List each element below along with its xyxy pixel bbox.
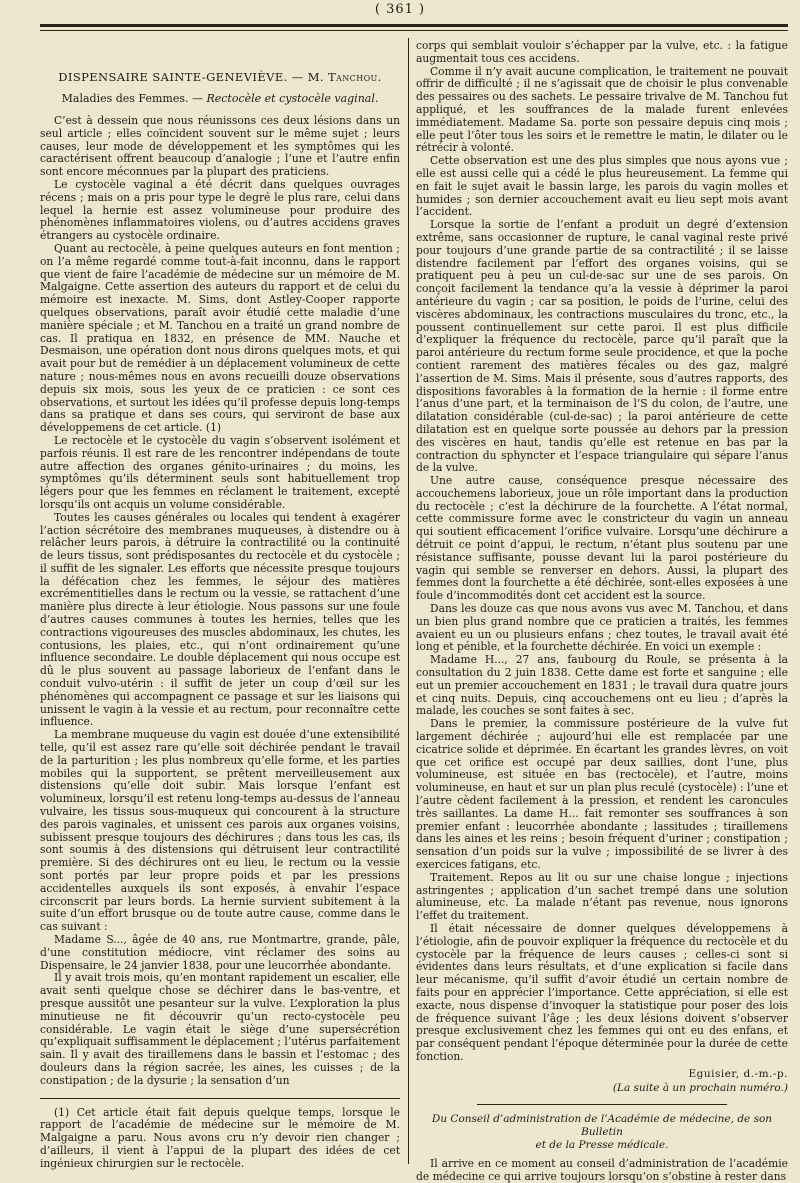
paragraph: Le cystocèle vaginal a été décrit dans quelques ouvrages récens ; mais on a pris pour type le degré le plus rare, celui dans lequel la hernie est assez volumineuse pour produire des phénomènes inflammatoires violens, ou d’autres accidens graves étrangers au cystocèle ordinaire. bbox=[40, 177, 400, 243]
left-column bbox=[40, 40, 400, 1170]
paragraph: Madame H..., 27 ans, faubourg du Roule, se présenta à la consultation du 2 juin 1838. Cette dame est forte et sanguine ; elle eut un premier accouchement en 1831 ; le travail dura quatre jours et cinq nuits. Depuis, cinq accouchemens ont eu lieu ; d’après la malade, les couches se sont faites à sec. bbox=[416, 653, 788, 718]
top-rule-thin bbox=[40, 30, 788, 31]
footnote-rule bbox=[40, 1098, 400, 1099]
paragraph: Il y avait trois mois, qu’en montant rapidement un escalier, elle avait senti quelque chose se déchirer dans le bas-ventre, et presque aussitôt une pesanteur sur la vulve. L’exploration la plus minutieuse ne fit découvrir qu’un recto-cystocèle peu considérable. Le vagin était le siège d’une supersécrétion qu’expliquait suffisamment le déplacement ; l’utérus parfaitement sain. Il y avait des tiraillemens dans le bassin et l’estomac ; des douleurs dans la région sacrée, les aines, les cuisses ; de la constipation ; de la dysurie ; la sensation d’un bbox=[40, 971, 400, 1087]
heading-dispensary: DISPENSAIRE SAINTE-GENEVIÈVE. bbox=[58, 70, 288, 84]
paragraph: Dans les douze cas que nous avons vus avec M. Tanchou, et dans un bien plus grand nombre que ce praticien a traités, les femmes avaient eu un ou plusieurs enfans ; chez toutes, le travail avait été long et pénible, et la fourchette déchirée. En voici un exemple : bbox=[416, 602, 788, 654]
article-heading bbox=[40, 70, 400, 84]
section-separator bbox=[477, 1104, 727, 1105]
page-number: ( 361 ) bbox=[374, 2, 426, 17]
paragraph: Il était nécessaire de donner quelques développemens à l’étiologie, afin de pouvoir expliquer la fréquence du rectocèle et du cystocèle par la fréquence de leurs causes ; celles-ci sont si évidentes dans leurs résultats, et d’une explication si facile dans leur mécanisme, qu’il suffit d’avoir étudié un certain nombre de faits pour en apprécier l’importance. Cette appréciation, si elle est exacte, nous dispense d’invoquer la statistique pour poser des lois de fréquence suivant l’âge ; les deux lésions doivent s’observer presque exclusivement chez les femmes qui ont eu des enfans, et par conséquent pendant l’époque déterminée pour la durée de cette fonction. bbox=[416, 921, 788, 1063]
paragraph: Dans le premier, la commissure postérieure de la vulve fut largement déchirée ; aujourd’hui elle est remplacée par une cicatrice solide et déprimée. En écartant les grandes lèvres, on voit que cet orifice est occupé par deux saillies, dont l’une, plus volumineuse, est située en bas (rectocèle), et l’autre, moins volumineuse, en haut et sur un plan plus reculé (cystocèle) : l’une et l’autre cèdent facilement à la pression, et rendent les caroncules très saillantes. La dame H... fait remonter ses souffrances à son premier enfant : leucorrhée abondante ; lassitudes ; tiraillemens dans les aines et les reins ; besoin fréquent d’uriner ; constipation ; sensation d’un poids sur la vulve ; impossibilité de se livrer à des exercices fatigans, etc. bbox=[416, 717, 788, 871]
column-divider bbox=[408, 38, 409, 1164]
subheading-section: Maladies des Femmes. — bbox=[61, 92, 207, 105]
heading-author: — M. Tanchou. bbox=[287, 70, 382, 84]
continuation-note: (La suite à un prochain numéro.) bbox=[612, 1081, 788, 1094]
paragraph: La membrane muqueuse du vagin est douée d’une extensibilité telle, qu’il est assez rare qu’elle soit déchirée pendant le travail de la parturition ; les plus nombreux qu’elle forme, et les parties mobiles qui la supportent, se prêtent merveilleusement aux distensions qu’elle doit subir. Mais lorsque l’enfant est volumineux, lorsqu’il est retenu long-temps au-dessus de l’anneau vulvaire, les tissus sous-muqueux qui concourent à la structure des parois vaginales, et unissent ces parois aux organes voisins, subissent presque toujours des déchirures ; dans tous les cas, ils sont soumis à des distensions qui détruisent leur contractilité première. Si des déchirures ont eu lieu, le rectum ou la vessie sont portés par leur propre poids et par les pressions accidentelles auxquels ils sont exposés, à envahir l’espace circonscrit par leurs bords. La hernie survient subitement à la suite d’un effort brusque ou de toute autre cause, comme dans le cas suivant : bbox=[40, 728, 400, 934]
paragraph: corps qui semblait vouloir s’échapper par la vulve, etc. : la fatigue augmentait tous ces accidens. bbox=[416, 39, 788, 65]
paragraph: Madame S..., âgée de 40 ans, rue Montmartre, grande, pâle, d’une constitution médiocre, vint réclamer des soins au Dispensaire, le 24 janvier 1838, pour une leucorrhée abondante. bbox=[40, 933, 400, 972]
section-title-line1: Du Conseil d’administration de l’Académie de médecine, de son Bulletin bbox=[431, 1112, 773, 1138]
paragraph: Cette observation est une des plus simples que nous ayons vue ; elle est aussi celle qui a cédé le plus heureusement. La femme qui en fait le sujet avait le bassin large, les parois du vagin molles et humides ; son dernier accouchement avait eu lieu sept mois avant l’accident. bbox=[416, 154, 788, 219]
paragraph: Le rectocèle et le cystocèle du vagin s’observent isolément et parfois réunis. Il est rare de les rencontrer indépendans de toute autre affection des organes génito-urinaires ; du moins, les symptômes qu’ils déterminent seuls sont habituellement trop légers pour que les femmes en réclament le traitement, excepté lorsqu’ils ont acquis un volume considérable. bbox=[40, 433, 400, 511]
top-rule bbox=[40, 24, 788, 27]
author-signature: Eguisier, d.-m.-p. bbox=[688, 1067, 788, 1080]
paragraph: Il arrive en ce moment au conseil d’administration de l’académie de médecine ce qui arrive toujours lorsqu’on s’obstine à rester dans bbox=[416, 1156, 788, 1183]
article-subheading bbox=[40, 92, 400, 105]
footnote: (1) Cet article était fait depuis quelque temps, lorsque le rapport de l’académie de médecine sur le mémoire de M. Malgaigne a paru. Nous avons cru n’y devoir rien changer ; d’ailleurs, il vient à l’appui de la plupart des idées de cet ingénieux chirurgien sur le rectocèle. bbox=[40, 1105, 400, 1170]
paragraph: Quant au rectocèle, à peine quelques auteurs en font mention ; on l’a même regardé comme tout-à-fait inconnu, dans le rapport que vient de faire l’académie de médecine sur un mémoire de M. Malgaigne. Cette assertion des auteurs du rapport et de celui du mémoire est inexacte. M. Sims, dont Astley-Cooper rapporte quelques observations, paraît avoir étudié cette maladie d’une manière spéciale ; et M. Tanchou en a traité un grand nombre de cas. Il pratiqua en 1832, en présence de MM. Nauche et Desmaison, une opération dont nous dirons quelques mots, et qui avait pour but de remédier à un déplacement volumineux de cette nature ; nous-mêmes nous en avons recueilli douze observations depuis six mois, sous les yeux de ce praticien : ce sont ces observations, et surtout les idées qu’il professe depuis long-temps dans sa pratique et dans ses cours, qui serviront de base aux développemens de cet article. (1) bbox=[40, 241, 400, 435]
paragraph: C’est à dessein que nous réunissons ces deux lésions dans un seul article ; elles coïncident souvent sur le même sujet ; leurs causes, leur mode de développement et les symptômes qui les caractérisent offrent beaucoup d’analogie ; l’une et l’autre enfin sont encore méconnues par la plupart des praticiens. bbox=[40, 114, 400, 179]
paragraph: Comme il n’y avait aucune complication, le traitement ne pouvait offrir de difficulté ; il ne s’agissait que de choisir le plus convenable des pessaires ou des sachets. Le pessaire trivalve de M. Tanchou fut appliqué, et les souffrances de la malade furent enlevées immédiatement. Madame Sa. porte son pessaire depuis cinq mois ; elle peut l’ôter tous les soirs et le remettre le matin, le dilater ou le rétrécir à volonté. bbox=[416, 64, 788, 155]
section-title-line2: et de la Presse médicale. bbox=[535, 1138, 669, 1151]
subheading-topic: Rectocèle et cystocèle vaginal. bbox=[206, 92, 379, 105]
paragraph: Toutes les causes générales ou locales qui tendent à exagérer l’action sécrétoire des membranes muqueuses, à distendre ou à relâcher leurs parois, à détruire la contractilité ou la continuité de leurs tissus, sont prédisposantes du rectocèle et du cystocèle ; il suffit de les signaler. Les efforts que nécessite presque toujours la défécation chez les femmes, le séjour des matières excrémentitielles dans le rectum ou la vessie, se rattachent d’une manière plus directe à leur étiologie. Nous passons sur une foule d’autres causes communes à toutes les hernies, telles que les contractions vigoureuses des muscles abdominaux, les chutes, les contusions, les plaies, etc., qui n’ont ordinairement qu’une influence secondaire. Le double déplacement qui nous occupe est dû le plus souvent au passage laborieux de l’enfant dans le conduit vulvo-utérin : il suffit de jeter un coup d’œil sur les phénomènes qui accompagnent ce passage et sur les liaisons qui unissent le vagin à la vessie et au rectum, pour reconnaître cette influence. bbox=[40, 510, 400, 729]
paragraph: Une autre cause, conséquence presque nécessaire des accouchemens laborieux, joue un rôle important dans la production du rectocèle ; c’est la déchirure de la fourchette. A l’état normal, cette commissure forme avec le constricteur du vagin un anneau qui soutient efficacement l’orifice vulvaire. Lorsqu’une déchirure a détruit ce point d’appui, le rectum, n’étant plus soutenu par une résistance suffisante, pousse devant lui la paroi postérieure du vagin qui semble se renverser en dehors. Aussi, la plupart des femmes dont la fourchette a été déchirée, sont-elles exposées à une foule d’incommodités dont cet accident est la source. bbox=[416, 474, 788, 603]
paragraph: Lorsque la sortie de l’enfant a produit un degré d’extension extrême, sans occasionner de rupture, le canal vaginal reste privé pour toujours d’une grande partie de sa contractilité ; il se laisse distendre facilement par l’effort des organes voisins, qui se pratiquent peu à peu un cul-de-sac sur une de ses parois. On conçoit facilement la tendance qu’a la vessie à déprimer la paroi antérieure du vagin ; car sa position, le poids de l’urine, celui des viscères abdominaux, les contractions musculaires du tronc, etc., la poussent continuellement sur cette paroi. Il est plus difficile d’expliquer la fréquence du rectocèle, parce qu’il paraît que la paroi antérieure du rectum forme seule procidence, et que la poche contient rarement des matières fécales ou des gaz, malgré l’assertion de M. Sims. Mais il présente, sous d’autres rapports, des dispositions favorables à la formation de la hernie : il forme entre l’anus d’une part, et la terminaison de l’S du colon, de l’autre, une dilatation considérable (cul-de-sac) ; la paroi antérieure de cette dilatation est en quelque sorte poussée au dehors par la pression des viscères en haut, tandis qu’elle est retenue en bas par la contraction du sphyncter et l’espace triangulaire qui sépare l’anus de la vulve. bbox=[416, 218, 788, 475]
section-title bbox=[416, 1113, 788, 1152]
paragraph: Traitement. Repos au lit ou sur une chaise longue ; injections astringentes ; application d’un sachet trempé dans une solution alumineuse, etc. La malade n’étant pas revenue, nous ignorons l’effet du traitement. bbox=[416, 870, 788, 923]
right-column bbox=[416, 39, 788, 1183]
